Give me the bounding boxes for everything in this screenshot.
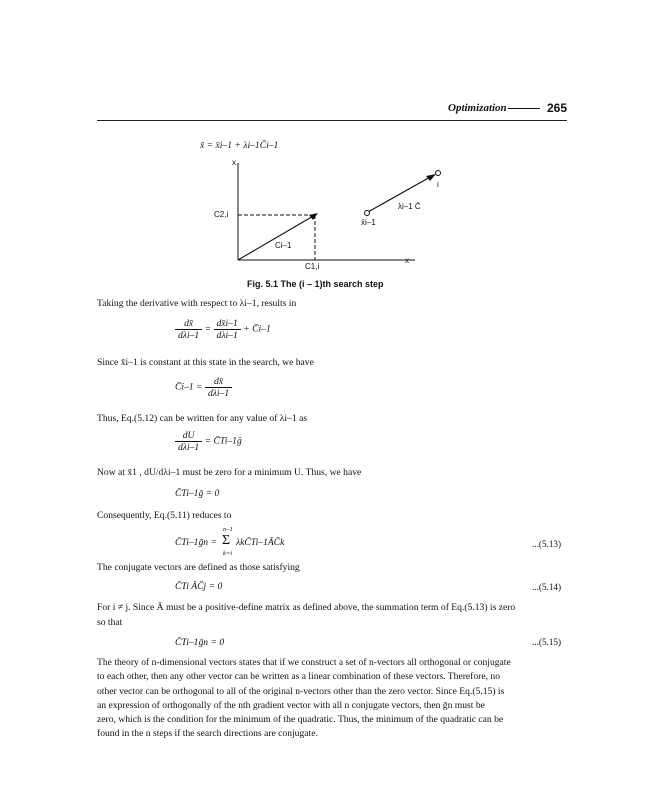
header-rule xyxy=(508,108,540,109)
eq-dx-den: dλi–1 xyxy=(178,330,200,341)
eq-dxi-num: dx̄i–1 xyxy=(214,318,241,330)
equation-derivative: $\frac{dx̄}{\text{dλi–1}}$ = $\frac{dx̄i-1}{\text{dλi–1}}$ + C̄i–1 xyxy=(175,318,271,341)
point-xi-1 xyxy=(365,211,370,216)
paragraph-2: Since x̄i–1 is constant at this state in the search, we have xyxy=(97,357,314,368)
search-step-figure xyxy=(220,158,460,283)
summation-symbol: Σ xyxy=(222,533,231,548)
paragraph-6: The conjugate vectors are defined as those satisfying xyxy=(97,562,300,573)
paragraph-8-line: other vector can be orthogonal to all of the original n-vectors other than the zero vector. Since Eq.(5.15) is xyxy=(97,685,505,697)
paragraph-7b: so that xyxy=(97,617,123,628)
page-number: 265 xyxy=(547,101,568,115)
eq-du-den: dλi–1 xyxy=(178,442,200,453)
eq-c-den: dλi–1 xyxy=(207,388,230,399)
paragraph-8 xyxy=(97,656,567,742)
equation-5-13-lhs: C̄Ti–1ḡn = xyxy=(175,537,217,548)
vector-ci-arrowhead xyxy=(309,213,318,220)
equation-5-13-sum-bot: k=i xyxy=(223,550,233,557)
point-i-label: i xyxy=(437,180,439,189)
figure-top-equation: x̄ = x̄i–1 + λi–1C̄i–1 xyxy=(200,140,279,151)
x-axis-label: x xyxy=(405,256,409,265)
figure-caption: Fig. 5.1 The (i – 1)th search step xyxy=(247,279,384,289)
equation-du xyxy=(175,430,242,453)
equation-5-13-sum-top: n–1 xyxy=(223,526,233,533)
equation-5-15: C̄Ti–1ḡn = 0 xyxy=(175,637,225,648)
vector-ci-line xyxy=(238,215,315,260)
paragraph-8-line: an expression of orthogonally of the nth gradient vector with all n conjugate vectors, then ḡn must be xyxy=(97,699,485,711)
eq-dxi-den: dλi–1 xyxy=(216,330,238,341)
paragraph-8-line: to each other, then any other vector can be written as a linear combination of these vectors. Therefore, no xyxy=(97,671,501,683)
paragraph-8-line: zero, which is the condition for the minimum of the quadratic. Thus, the minimum of the quadratic can be xyxy=(97,714,504,726)
paragraph-4: Now at x̄1 , dU/dλi–1 must be zero for a minimum U. Thus, we have xyxy=(97,467,362,478)
point-i xyxy=(436,171,441,176)
equation-5-14: C̄Ti ĀC̄j = 0 xyxy=(175,581,223,592)
paragraph-7a: For i ≠ j. Since Ā must be a positive-define matrix as defined above, the summation term of Eq.(5.13) is zero xyxy=(97,602,516,613)
eq-number-5-14: ...(5.14) xyxy=(532,582,562,592)
search-step-arrowhead xyxy=(426,174,436,181)
eq-number-5-15: ...(5.15) xyxy=(532,637,562,647)
running-header-title: Optimization xyxy=(448,102,507,114)
header-divider xyxy=(97,120,567,121)
ci-label: Ci–1 xyxy=(275,241,292,250)
paragraph-1: Taking the derivative with respect to λi–1, results in xyxy=(97,298,297,309)
eq-du-rhs: = C̄Ti–1ḡ xyxy=(204,435,242,447)
eq-dx-num: dx̄ xyxy=(175,318,202,330)
eq-number-5-13: ...(5.13) xyxy=(532,539,562,549)
equation-ci xyxy=(175,376,232,399)
eq-c-lhs: C̄i–1 = xyxy=(175,381,203,393)
eq-du-num: dU xyxy=(175,430,202,442)
xi-1-label: x̄i–1 xyxy=(361,218,376,227)
equation-zero: C̄Ti–1ḡ = 0 xyxy=(175,488,220,499)
paragraph-3: Thus, Eq.(5.12) can be written for any value of λi–1 as xyxy=(97,413,308,424)
lambda-c-label: λi–1 C̄ xyxy=(398,202,421,211)
eq-dx-tail: + C̄i–1 xyxy=(243,323,271,335)
c2i-label: C2,i xyxy=(214,210,229,219)
equation-5-13-rhs: λkC̄Ti–1ĀC̄k xyxy=(236,537,285,548)
paragraph-8-line: The theory of n-dimensional vectors states that if we construct a set of n-vectors all orthogonal or conjugate xyxy=(97,657,511,668)
eq-c-num: dx̄ xyxy=(205,376,232,388)
paragraph-8-line: found in the n steps if the search directions are conjugate. xyxy=(97,728,318,740)
c1i-label: C1,i xyxy=(305,262,320,271)
coordinate-axes xyxy=(238,163,415,260)
paragraph-5: Consequently, Eq.(5.11) reduces to xyxy=(97,510,232,521)
y-axis-label: x xyxy=(232,158,236,167)
